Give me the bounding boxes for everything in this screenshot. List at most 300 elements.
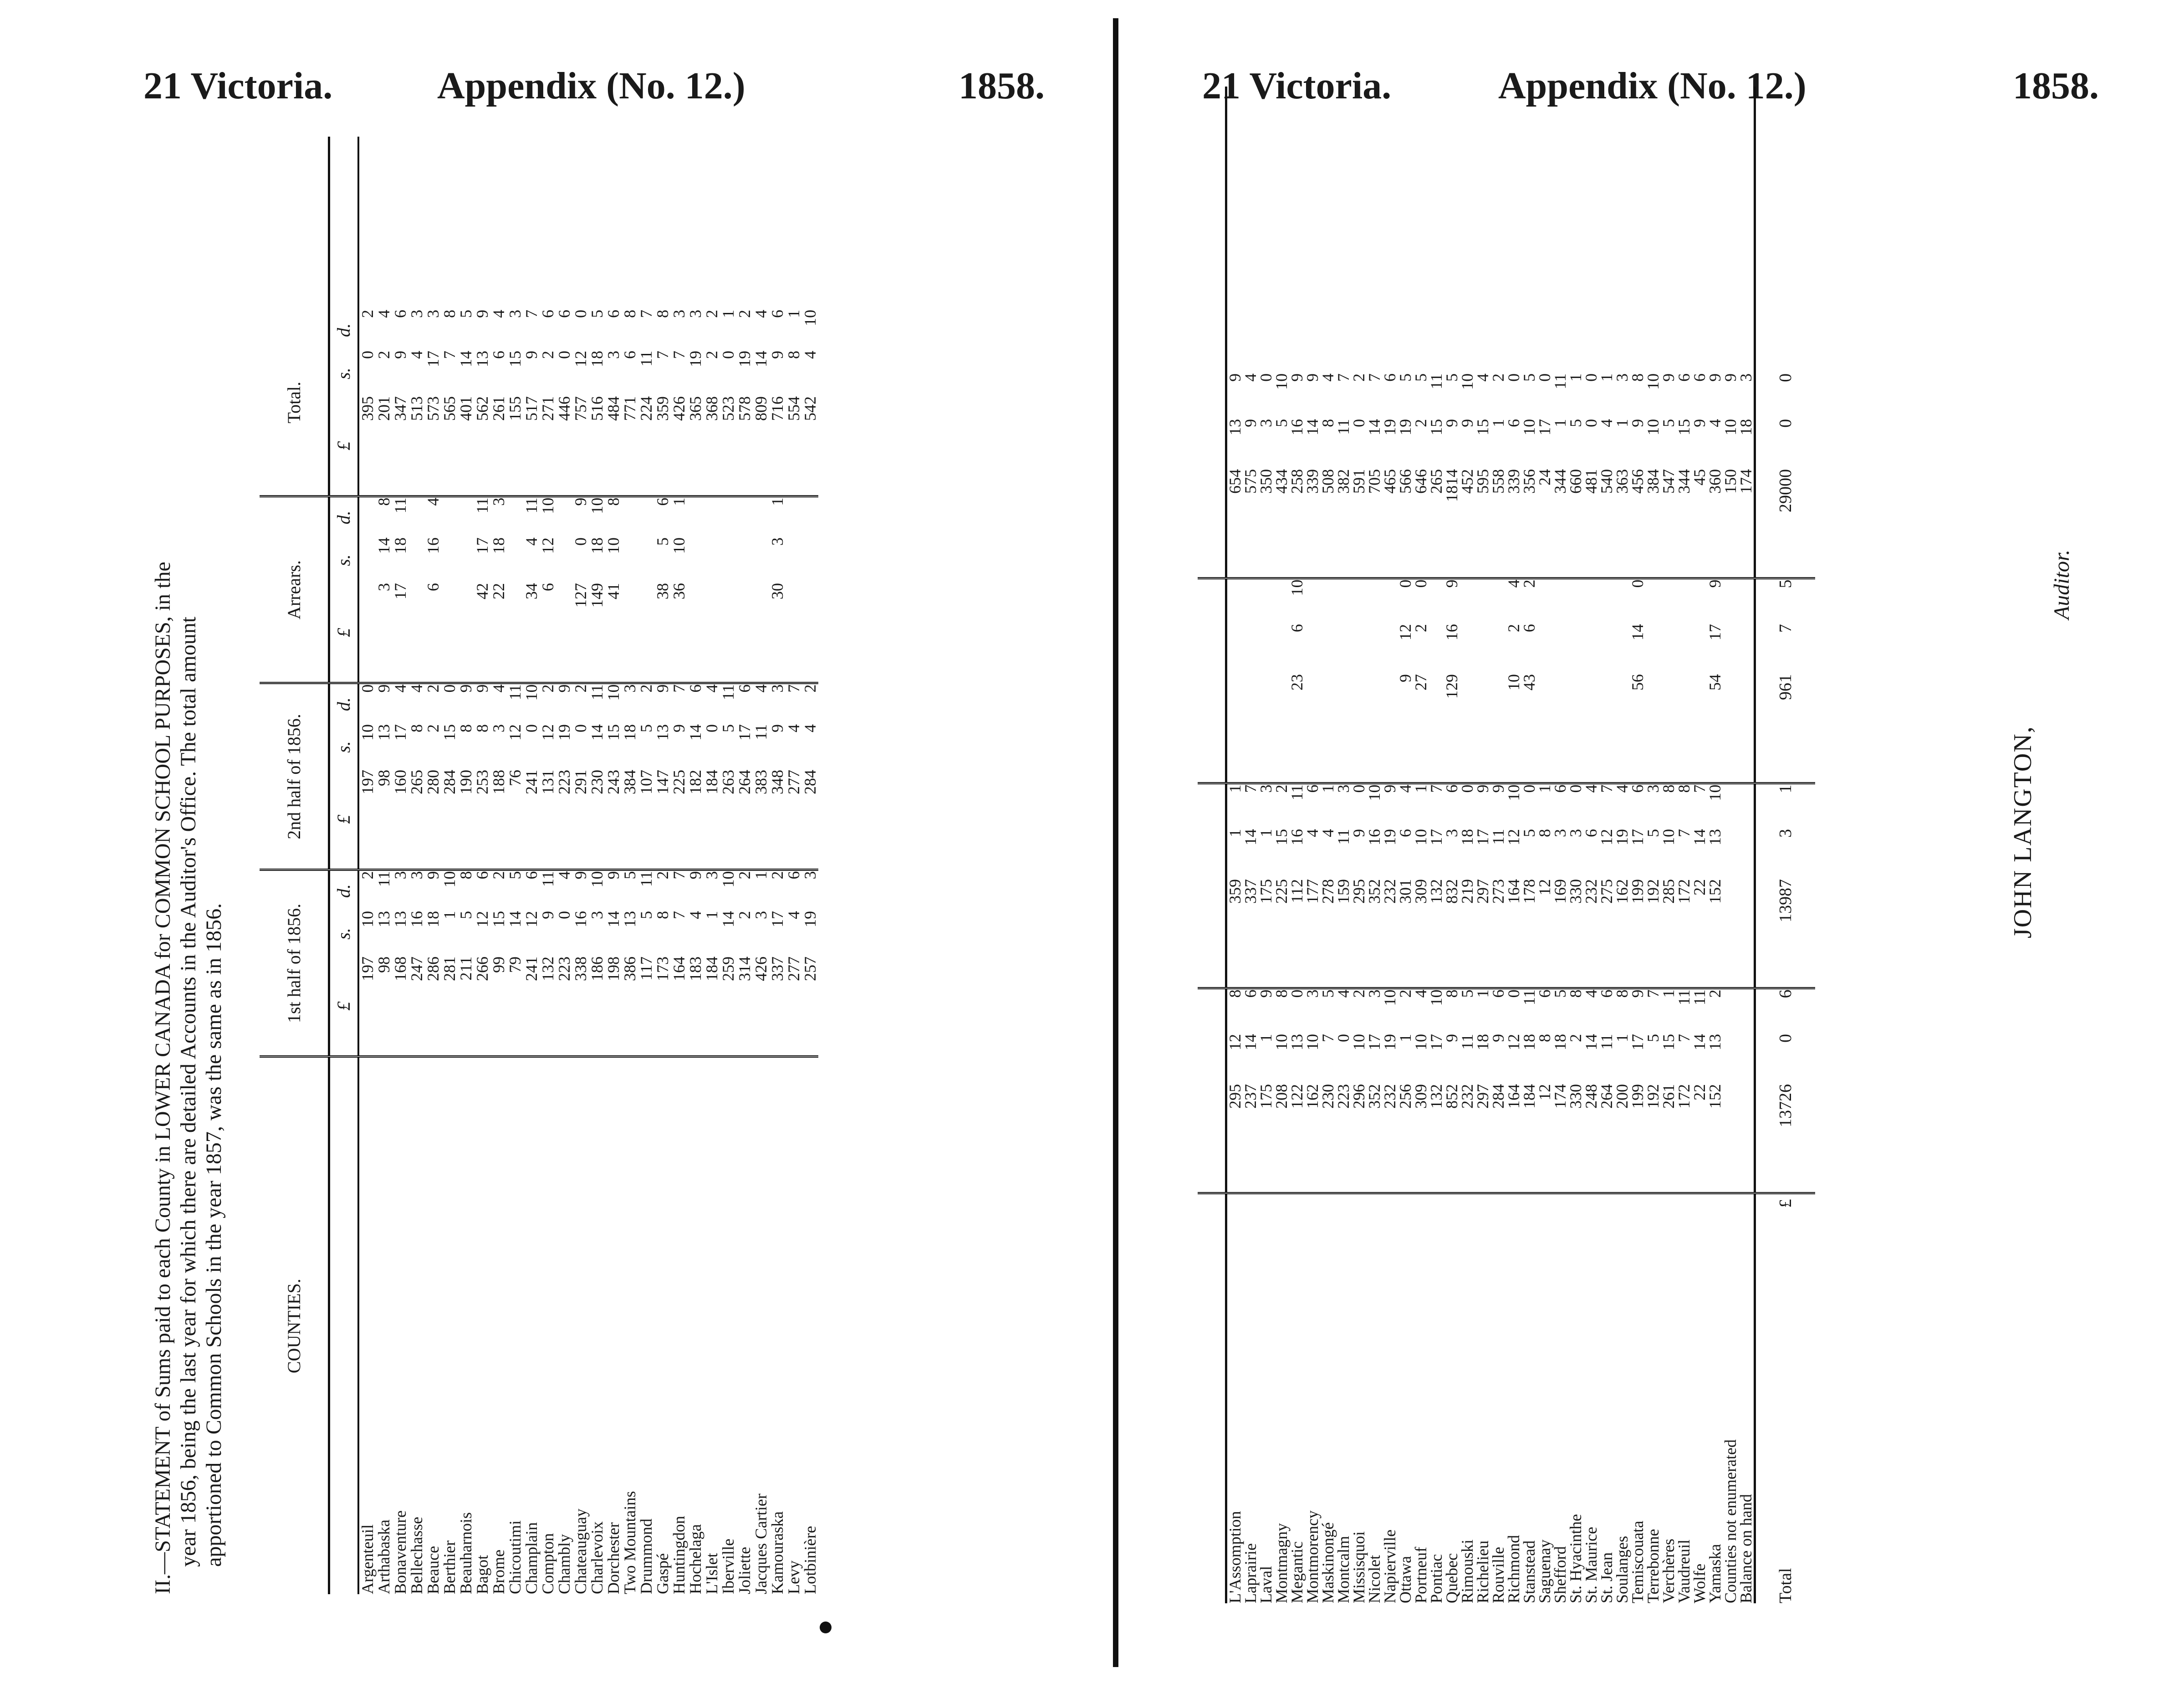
tot-pounds: 508 xyxy=(1319,469,1337,494)
h1-shillings: 15 xyxy=(1659,1034,1678,1050)
unit-shillings: s. xyxy=(329,351,359,396)
h1-shillings: 14 xyxy=(1582,1034,1600,1050)
tot-pounds: 1814 xyxy=(1443,469,1461,502)
tot-pounds: 573 xyxy=(424,396,442,421)
ar-shillings xyxy=(1552,624,1568,674)
h1-pounds: 162 xyxy=(1303,1084,1322,1109)
ar-pounds xyxy=(1305,674,1320,783)
h2-pounds: 188 xyxy=(490,770,508,794)
county-name: Gaspé xyxy=(654,1057,671,1594)
ar-shillings xyxy=(1258,624,1274,674)
h1-pounds: 261 xyxy=(1659,1084,1678,1109)
h1-pounds: 223 xyxy=(1334,1084,1352,1109)
county-name: L'Assomption xyxy=(1226,1193,1243,1603)
h2-pounds: 273 xyxy=(1489,879,1507,904)
h1-pounds: 12 xyxy=(1536,1084,1554,1100)
h2-pence: 10 xyxy=(523,683,540,724)
h2-shillings: 12 xyxy=(1505,829,1523,845)
ar-shillings: 6 xyxy=(1520,624,1538,632)
ar-shillings xyxy=(1490,624,1506,674)
h2-pounds: 284 xyxy=(801,770,819,794)
h2-shillings: 12 xyxy=(539,724,557,741)
table-row xyxy=(1367,87,1382,1603)
h1-pence: 10 xyxy=(1429,988,1444,1034)
h2-shillings: 8 xyxy=(1536,829,1554,837)
ar-shillings: 4 xyxy=(522,537,541,546)
tot-shillings: 10 xyxy=(1520,419,1538,435)
ar-pounds xyxy=(736,583,753,683)
ar-pounds: 36 xyxy=(670,583,688,599)
tot-shillings: 17 xyxy=(424,350,442,367)
ar-shillings xyxy=(720,537,736,583)
tot-pence: 1 xyxy=(785,309,803,318)
h2-pence: 9 xyxy=(1475,783,1490,829)
county-name: Beauharnois xyxy=(458,1057,474,1594)
tot-pence: 5 xyxy=(1412,373,1430,382)
tot-shillings: 9 xyxy=(1241,419,1260,427)
total-h1-pounds: 13726 xyxy=(1755,1084,1816,1193)
h1-pounds: 230 xyxy=(1319,1084,1337,1109)
h1-pounds xyxy=(1723,1084,1738,1193)
h1-pence: 0 xyxy=(1289,988,1305,1034)
tot-pence: 6 xyxy=(555,309,573,318)
h1-shillings: 19 xyxy=(1381,1034,1399,1050)
ar-pence xyxy=(753,496,769,537)
ar-pence: 9 xyxy=(572,496,589,537)
h2-pounds: 275 xyxy=(1597,879,1616,904)
ar-pence: 1 xyxy=(671,496,687,537)
h2-pounds: 184 xyxy=(703,770,721,794)
tot-shillings: 2 xyxy=(375,350,393,359)
h1-shillings: 10 xyxy=(1272,1034,1291,1050)
ar-pounds: 6 xyxy=(424,583,442,591)
h1-pence: 8 xyxy=(1274,988,1289,1034)
h2-pounds: 225 xyxy=(670,770,688,794)
h1-pounds: 266 xyxy=(473,957,491,981)
ar-shillings xyxy=(1645,624,1661,674)
county-name: Nicolet xyxy=(1367,1193,1382,1603)
county-name: Montmorency xyxy=(1305,1193,1320,1603)
h1-pounds: 174 xyxy=(1551,1084,1569,1109)
county-name: Jacques Cartier xyxy=(753,1057,769,1594)
h1-pence: 10 xyxy=(720,870,736,911)
h1-pence: 8 xyxy=(1444,988,1459,1034)
h1-pence: 2 xyxy=(736,870,753,911)
h1-shillings: 10 xyxy=(1350,1034,1368,1050)
tot-pence: 6 xyxy=(604,309,623,318)
county-name: St. Hyacinthe xyxy=(1568,1193,1583,1603)
h1-shillings: 13 xyxy=(1706,1034,1724,1050)
h1-pounds: 186 xyxy=(588,957,606,981)
h2-shillings: 17 xyxy=(1474,829,1492,845)
h2-pounds: 384 xyxy=(621,770,639,794)
ar-pence: 10 xyxy=(1289,578,1305,624)
ar-pounds xyxy=(1661,674,1676,783)
h1-pence: 0 xyxy=(1506,988,1521,1034)
header-year-right: 1858. xyxy=(2013,65,2099,107)
h1-pence: 5 xyxy=(1459,988,1475,1034)
h1-pence: 5 xyxy=(507,870,523,911)
tot-shillings: 16 xyxy=(1288,419,1306,435)
ar-pounds xyxy=(1490,674,1506,783)
tot-pence: 0 xyxy=(1536,373,1554,382)
h2-pounds: 241 xyxy=(522,770,541,794)
h1-pence: 7 xyxy=(1645,988,1661,1034)
tot-shillings: 17 xyxy=(1536,419,1554,435)
ar-shillings xyxy=(1583,624,1599,674)
tot-pence: 3 xyxy=(506,309,524,318)
h1-pounds: 247 xyxy=(408,957,426,981)
h1-pence: 2 xyxy=(1398,988,1413,1034)
h1-shillings: 3 xyxy=(752,911,770,919)
tot-pence: 2 xyxy=(1350,373,1368,382)
county-name: Levy xyxy=(786,1057,802,1594)
table-row xyxy=(408,137,425,1594)
h2-pounds xyxy=(1738,879,1755,988)
h2-pence: 0 xyxy=(1521,783,1537,829)
ar-pence xyxy=(1614,578,1630,624)
h2-pence: 1 xyxy=(1413,783,1429,829)
tot-shillings: 1 xyxy=(1551,419,1569,427)
tot-pence: 2 xyxy=(735,309,754,318)
ar-shillings: 14 xyxy=(1628,624,1647,640)
h1-pounds: 208 xyxy=(1272,1084,1291,1109)
ar-pence xyxy=(786,496,802,537)
h2-pounds: 265 xyxy=(408,770,426,794)
tot-pounds: 344 xyxy=(1551,469,1569,494)
h2-shillings: 3 xyxy=(490,724,508,732)
h1-shillings: 18 xyxy=(424,911,442,927)
tot-shillings: 10 xyxy=(1644,419,1662,435)
table-row xyxy=(1738,87,1755,1603)
h1-shillings: 16 xyxy=(408,911,426,927)
ar-pounds xyxy=(1320,674,1336,783)
h1-shillings: 10 xyxy=(1412,1034,1430,1050)
h1-shillings: 9 xyxy=(1443,1034,1461,1042)
h1-pounds: 168 xyxy=(391,957,409,981)
table-row xyxy=(1413,87,1429,1603)
h2-pounds: 169 xyxy=(1551,879,1569,904)
table-row xyxy=(1676,87,1692,1603)
table-row xyxy=(589,137,605,1594)
table-row xyxy=(392,137,408,1594)
table-row xyxy=(1552,87,1568,1603)
h2-pounds: 352 xyxy=(1365,879,1383,904)
table-row xyxy=(736,137,753,1594)
h1-pounds: 256 xyxy=(1396,1084,1414,1109)
tot-pence: 8 xyxy=(440,309,459,318)
h1-pence: 8 xyxy=(458,870,474,911)
ar-shillings xyxy=(1568,624,1583,674)
h1-pounds: 183 xyxy=(686,957,704,981)
total-ar-pence: 5 xyxy=(1755,578,1816,624)
header-appendix-left: Appendix (No. 12.) xyxy=(437,65,745,107)
table-row xyxy=(638,137,654,1594)
h1-pounds: 277 xyxy=(785,957,803,981)
ar-pence xyxy=(1661,578,1676,624)
h2-pence: 7 xyxy=(1692,783,1707,829)
h1-pence: 11 xyxy=(1676,988,1692,1034)
table-row xyxy=(1289,87,1305,1603)
tot-shillings: 4 xyxy=(1706,419,1724,427)
county-name: Joliette xyxy=(736,1057,753,1594)
h1-pounds: 164 xyxy=(670,957,688,981)
county-name: Huntingdon xyxy=(671,1057,687,1594)
county-name: Montcalm xyxy=(1336,1193,1351,1603)
total-tot-pence: 0 xyxy=(1755,373,1816,419)
ar-pence xyxy=(638,496,654,537)
ar-pence xyxy=(1351,578,1367,624)
tot-pence: 0 xyxy=(1257,373,1275,382)
table-row xyxy=(1320,87,1336,1603)
ar-pounds xyxy=(1537,674,1552,783)
tot-shillings: 5 xyxy=(1567,419,1585,427)
ar-pounds xyxy=(638,583,654,683)
h2-pence: 6 xyxy=(1630,783,1645,829)
h1-pounds: 352 xyxy=(1365,1084,1383,1109)
county-name: Bonaventure xyxy=(392,1057,408,1594)
tot-pounds: 344 xyxy=(1675,469,1693,494)
h2-pence: 6 xyxy=(1305,783,1320,829)
ar-shillings: 16 xyxy=(1443,624,1461,640)
h1-pounds: 257 xyxy=(801,957,819,981)
tot-pence: 3 xyxy=(686,309,704,318)
ar-pence: 4 xyxy=(1506,578,1521,624)
ar-pounds xyxy=(704,583,720,683)
table-row xyxy=(1692,87,1707,1603)
h2-shillings: 2 xyxy=(424,724,442,732)
h1-pounds xyxy=(1738,1084,1755,1193)
h2-shillings: 14 xyxy=(588,724,606,741)
table-row xyxy=(1568,87,1583,1603)
county-name: Chambly xyxy=(556,1057,572,1594)
h1-shillings: 12 xyxy=(1226,1034,1243,1084)
h2-pounds: 309 xyxy=(1412,879,1430,904)
h1-shillings: 11 xyxy=(1458,1034,1476,1050)
h1-pounds: 338 xyxy=(572,957,590,981)
h2-pence: 10 xyxy=(1506,783,1521,829)
county-name: Maskinongé xyxy=(1320,1193,1336,1603)
ar-pence xyxy=(1459,578,1475,624)
h2-pence: 9 xyxy=(654,683,671,724)
tot-pounds: 517 xyxy=(522,396,541,421)
h1-pounds: 199 xyxy=(1628,1084,1647,1109)
h2-shillings xyxy=(1738,829,1755,879)
h1-shillings: 4 xyxy=(785,911,803,919)
ar-pounds xyxy=(441,583,458,683)
h2-shillings: 5 xyxy=(637,724,655,732)
tot-pence: 8 xyxy=(1628,373,1647,382)
col-counties: COUNTIES. xyxy=(260,1057,329,1594)
h1-pence: 11 xyxy=(376,870,392,911)
tot-pence: 9 xyxy=(1226,373,1243,419)
table-row xyxy=(704,137,720,1594)
h1-shillings: 16 xyxy=(572,911,590,927)
h2-pence: 8 xyxy=(1661,783,1676,829)
tot-pounds: 382 xyxy=(1334,469,1352,494)
county-name: Pontiac xyxy=(1429,1193,1444,1603)
ar-pounds xyxy=(720,583,736,683)
tot-pence: 3 xyxy=(424,309,442,318)
table-row xyxy=(622,137,638,1594)
h1-shillings: 1 xyxy=(440,911,459,919)
h2-shillings: 6 xyxy=(1396,829,1414,837)
h2-shillings: 6 xyxy=(1582,829,1600,837)
h1-shillings: 17 xyxy=(1365,1034,1383,1050)
tot-pence: 5 xyxy=(1520,373,1538,382)
h2-shillings: 19 xyxy=(555,724,573,741)
tot-pounds: 201 xyxy=(375,396,393,421)
h2-shillings: 15 xyxy=(604,724,623,741)
h2-pounds xyxy=(1723,879,1738,988)
h1-shillings: 1 xyxy=(1396,1034,1414,1042)
tot-pence: 7 xyxy=(637,309,655,318)
h1-shillings: 17 xyxy=(1628,1034,1647,1050)
h2-shillings: 15 xyxy=(1272,829,1291,845)
h2-pounds: 162 xyxy=(1613,879,1631,904)
tot-pounds: 365 xyxy=(686,396,704,421)
county-name: Rouville xyxy=(1490,1193,1506,1603)
h2-shillings: 5 xyxy=(1644,829,1662,837)
h2-pence: 4 xyxy=(1583,783,1599,829)
ar-pence: 9 xyxy=(1707,578,1723,624)
h1-shillings: 5 xyxy=(1644,1034,1662,1042)
ar-pence: 2 xyxy=(1521,578,1537,624)
h1-shillings: 14 xyxy=(1690,1034,1709,1050)
unit-shillings: s. xyxy=(329,911,359,957)
tot-shillings: 3 xyxy=(1257,419,1275,427)
tot-shillings: 19 xyxy=(686,350,704,367)
table-row xyxy=(605,137,622,1594)
h2-pence: 8 xyxy=(1676,783,1692,829)
tot-pounds: 646 xyxy=(1412,469,1430,494)
header-session-left: 21 Victoria. xyxy=(143,65,333,107)
tot-shillings: 5 xyxy=(1659,419,1678,427)
h2-pounds: 263 xyxy=(719,770,737,794)
h2-shillings: 0 xyxy=(572,724,590,732)
h1-pounds: 122 xyxy=(1288,1084,1306,1109)
h1-pounds: 184 xyxy=(703,957,721,981)
h2-pounds: 277 xyxy=(785,770,803,794)
ar-shillings xyxy=(638,537,654,583)
h1-shillings: 18 xyxy=(1520,1034,1538,1050)
ar-pence: 6 xyxy=(654,496,671,537)
h1-pence: 6 xyxy=(1537,988,1552,1034)
county-name: Laval xyxy=(1258,1193,1274,1603)
h2-pence: 7 xyxy=(786,683,802,724)
tot-pence: 1 xyxy=(1597,373,1616,382)
h1-shillings: 4 xyxy=(686,911,704,919)
h2-pence: 0 xyxy=(1351,783,1367,829)
tot-pence: 3 xyxy=(1737,373,1755,382)
county-name: Bellechasse xyxy=(408,1057,425,1594)
h2-shillings: 17 xyxy=(1427,829,1445,845)
county-name: Yamaska xyxy=(1707,1193,1723,1603)
h1-pounds: 200 xyxy=(1613,1084,1631,1109)
tot-pounds: 465 xyxy=(1381,469,1399,494)
ar-pence: 10 xyxy=(589,496,605,537)
tot-pence: 10 xyxy=(1272,373,1291,390)
ar-pounds xyxy=(753,583,769,683)
tot-pounds: 595 xyxy=(1474,469,1492,494)
h1-shillings: 13 xyxy=(375,911,393,927)
h2-pounds: 199 xyxy=(1628,879,1647,904)
ar-pounds xyxy=(1738,674,1755,783)
tot-pounds: 523 xyxy=(719,396,737,421)
tot-pounds: 174 xyxy=(1737,469,1755,494)
county-name: Lotbinière xyxy=(802,1057,818,1594)
h2-pence xyxy=(1723,783,1738,829)
h2-pence: 2 xyxy=(540,683,556,724)
tot-pence: 8 xyxy=(653,309,672,318)
title-line-2: year 1856, being the last year for which there are detailed Accounts in the Auditor's Office. The total amount xyxy=(176,616,200,1567)
county-name: St. Maurice xyxy=(1583,1193,1599,1603)
ar-shillings: 5 xyxy=(653,537,672,546)
unit-shillings: s. xyxy=(329,724,359,770)
h1-shillings: 18 xyxy=(1551,1034,1569,1050)
ar-pence xyxy=(622,496,638,537)
ar-pounds xyxy=(1552,674,1568,783)
total-currency: £ xyxy=(1776,1199,1795,1208)
h2-shillings: 18 xyxy=(1458,829,1476,845)
h1-shillings: 17 xyxy=(768,911,786,927)
county-name: Portneuf xyxy=(1413,1193,1429,1603)
tot-shillings: 1 xyxy=(1613,419,1631,427)
h2-pounds: 225 xyxy=(1272,879,1291,904)
h2-shillings: 10 xyxy=(1412,829,1430,845)
tot-pence: 2 xyxy=(703,309,721,318)
h1-pence: 10 xyxy=(1382,988,1398,1034)
h2-pence: 7 xyxy=(1243,783,1258,829)
h2-pence: 0 xyxy=(1459,783,1475,829)
tot-pounds: 558 xyxy=(1489,469,1507,494)
tot-shillings: 14 xyxy=(1303,419,1322,435)
table-row xyxy=(1459,87,1475,1603)
ar-shillings: 16 xyxy=(424,537,442,554)
ar-pounds xyxy=(622,583,638,683)
table-row xyxy=(654,137,671,1594)
ar-pence: 0 xyxy=(1630,578,1645,624)
h1-shillings: 7 xyxy=(670,911,688,919)
h1-shillings: 8 xyxy=(1536,1034,1554,1042)
h1-pence: 3 xyxy=(704,870,720,911)
h2-pence: 11 xyxy=(1289,783,1305,829)
h2-shillings: 17 xyxy=(1628,829,1647,845)
table-row xyxy=(753,137,769,1594)
ar-pounds xyxy=(358,583,376,683)
ar-pence xyxy=(1676,578,1692,624)
tot-pounds: 771 xyxy=(621,396,639,421)
h2-pounds: 192 xyxy=(1644,879,1662,904)
tot-pounds: 705 xyxy=(1365,469,1383,494)
h2-shillings: 15 xyxy=(440,724,459,741)
ar-shillings: 17 xyxy=(1706,624,1724,640)
county-name: Quebec xyxy=(1444,1193,1459,1603)
tot-shillings: 19 xyxy=(735,350,754,367)
h1-shillings: 11 xyxy=(1597,1034,1616,1050)
table-row xyxy=(458,137,474,1594)
tot-pounds: 350 xyxy=(1257,469,1275,494)
county-name: Megantic xyxy=(1289,1193,1305,1603)
h1-shillings: 2 xyxy=(1567,1034,1585,1042)
ar-pounds xyxy=(1274,674,1289,783)
ar-pounds xyxy=(786,583,802,683)
tot-pounds: 360 xyxy=(1706,469,1724,494)
h1-shillings: 0 xyxy=(555,911,573,919)
ar-pounds xyxy=(458,583,474,683)
table-row xyxy=(1537,87,1552,1603)
h1-pounds: 79 xyxy=(506,957,524,973)
